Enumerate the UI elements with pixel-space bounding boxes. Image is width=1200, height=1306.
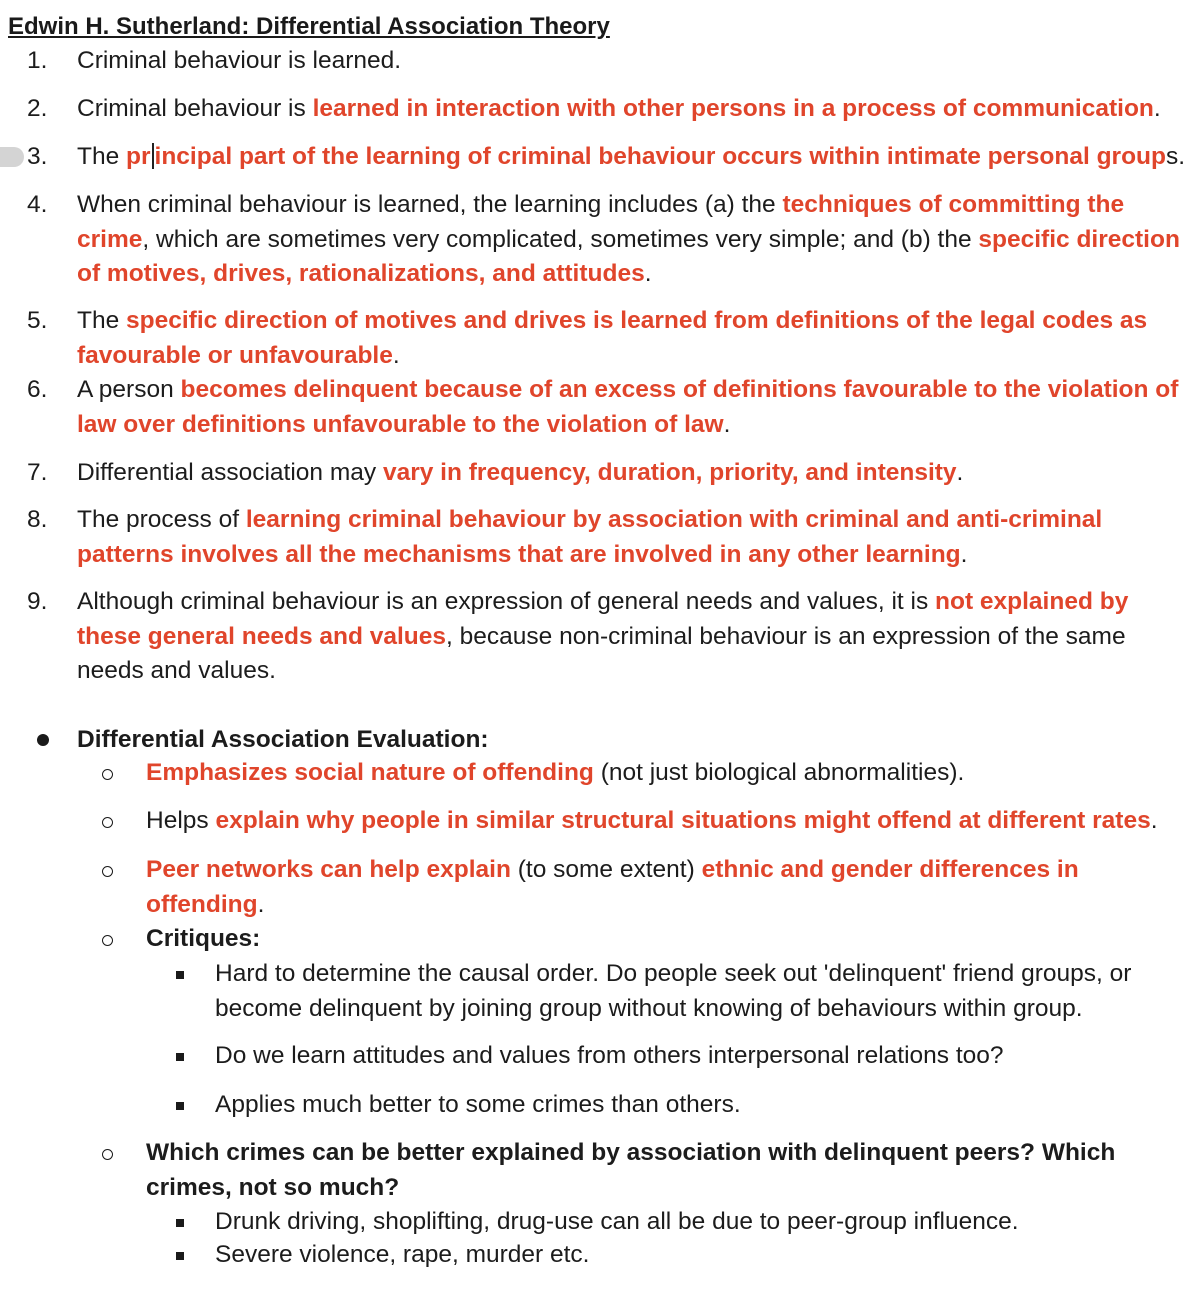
text-run: Criminal behaviour is learned. [77, 47, 402, 74]
highlighted-text: explain why people in similar structural situations might offend at different rates [215, 807, 1151, 834]
item-number: 8. [27, 506, 48, 533]
highlighted-text: incipal part of the learning of criminal behaviour occurs within intimate personal group [154, 143, 1166, 170]
highlighted-text: specific direction of motives and drives is learned from definitions of the legal codes as favourable or unfavourable [77, 307, 1148, 369]
item-text [77, 92, 1196, 127]
text-cursor-icon [152, 143, 154, 169]
item-number: 6. [27, 376, 48, 403]
highlighted-text: ethnic and gender differences in offending [146, 856, 1079, 918]
text-run: (not just biological abnormalities). [593, 759, 965, 786]
item-number: 9. [27, 588, 48, 615]
text-run: The process of [77, 506, 246, 533]
text-run: A person [77, 376, 181, 403]
item-number: 2. [27, 95, 48, 122]
hollow-bullet-icon [102, 1149, 113, 1160]
item-text [77, 585, 1196, 689]
critiques-heading: Critiques: [146, 925, 261, 952]
item-number: 3. [27, 143, 48, 170]
text-run: (to some extent) [510, 856, 702, 883]
highlighted-text: pr [126, 143, 151, 170]
document-title: Edwin H. Sutherland: Differential Association Theory [8, 13, 610, 40]
text-run: . [1150, 807, 1158, 834]
square-bullet-icon [176, 1102, 184, 1110]
square-bullet-icon [176, 971, 184, 979]
text-run: , because non-criminal behaviour is an expression of the same needs and values. [77, 622, 1126, 684]
text-run: The [77, 307, 127, 334]
text-run: . [392, 341, 400, 369]
highlighted-text: specific direction of motives, drives, rationalizations, and attitudes [77, 225, 1180, 287]
square-bullet-icon [176, 1053, 184, 1061]
highlighted-text: not explained by these general needs and values [77, 588, 1129, 650]
critique-text: Hard to determine the causal order. Do people seek out 'delinquent' friend groups, or become delinquent by joining group without knowing of behaviours within group. [215, 960, 1132, 1022]
answer-text: Drunk driving, shoplifting, drug-use can all be due to peer-group influence. [215, 1208, 1019, 1235]
text-run: . [257, 890, 265, 918]
critique-text: Do we learn attitudes and values from others interpersonal relations too? [215, 1042, 1004, 1069]
item-text [77, 188, 1196, 292]
text-run: . [956, 459, 964, 486]
point-text [146, 804, 1196, 839]
highlighted-text: Emphasizes social nature of offending [146, 759, 594, 786]
text-run: Although criminal behaviour is an expression of general needs and values, it is [77, 588, 936, 615]
hollow-bullet-icon [102, 935, 113, 946]
bullet-icon [37, 734, 49, 746]
text-run: Differential association may [77, 459, 383, 486]
point-text [146, 756, 1196, 791]
answer-text: Severe violence, rape, murder etc. [215, 1241, 590, 1268]
item-number: 7. [27, 459, 48, 486]
text-run: . [1153, 95, 1161, 122]
highlighted-text: Peer networks can help explain [146, 856, 511, 883]
item-text [77, 140, 1196, 175]
question-text: Which crimes can be better explained by association with delinquent peers? Which crimes, not so much? [146, 1139, 1116, 1201]
item-text [77, 503, 1196, 572]
text-run: s. [1165, 143, 1186, 170]
critique-text: Applies much better to some crimes than others. [215, 1091, 741, 1118]
item-text [77, 373, 1196, 442]
text-run: . [723, 410, 731, 438]
hollow-bullet-icon [102, 769, 113, 780]
text-run: Helps [146, 807, 216, 834]
item-text [77, 44, 1196, 79]
item-text [77, 456, 1196, 491]
item-number: 4. [27, 191, 48, 218]
text-run: . [644, 260, 652, 287]
highlighted-text: becomes delinquent because of an excess of definitions favourable to the violation of law over definitions unfavourable to the violation of law [77, 376, 1179, 438]
highlighted-text: techniques of committing the crime [77, 191, 1125, 253]
item-text [77, 304, 1196, 373]
highlighted-text: vary in frequency, duration, priority, and intensity [382, 459, 957, 486]
text-run: , which are sometimes very complicated, sometimes very simple; and (b) the [142, 225, 979, 253]
square-bullet-icon [176, 1252, 184, 1260]
text-run: When criminal behaviour is learned, the learning includes (a) the [77, 191, 783, 218]
text-run: . [960, 540, 968, 568]
line-marker-icon[interactable] [0, 147, 24, 167]
square-bullet-icon [176, 1219, 184, 1227]
hollow-bullet-icon [102, 817, 113, 828]
hollow-bullet-icon [102, 866, 113, 877]
text-run: Criminal behaviour is [77, 95, 313, 122]
item-number: 1. [27, 47, 48, 74]
text-run: The [77, 143, 127, 170]
point-text [146, 853, 1196, 922]
evaluation-heading: Differential Association Evaluation: [77, 726, 489, 753]
highlighted-text: learned in interaction with other persons in a process of communication [312, 95, 1154, 122]
highlighted-text: learning criminal behaviour by association with criminal and anti-criminal patterns involves all the mechanisms that are involved in any other learning [77, 506, 1103, 568]
item-number: 5. [27, 307, 48, 334]
